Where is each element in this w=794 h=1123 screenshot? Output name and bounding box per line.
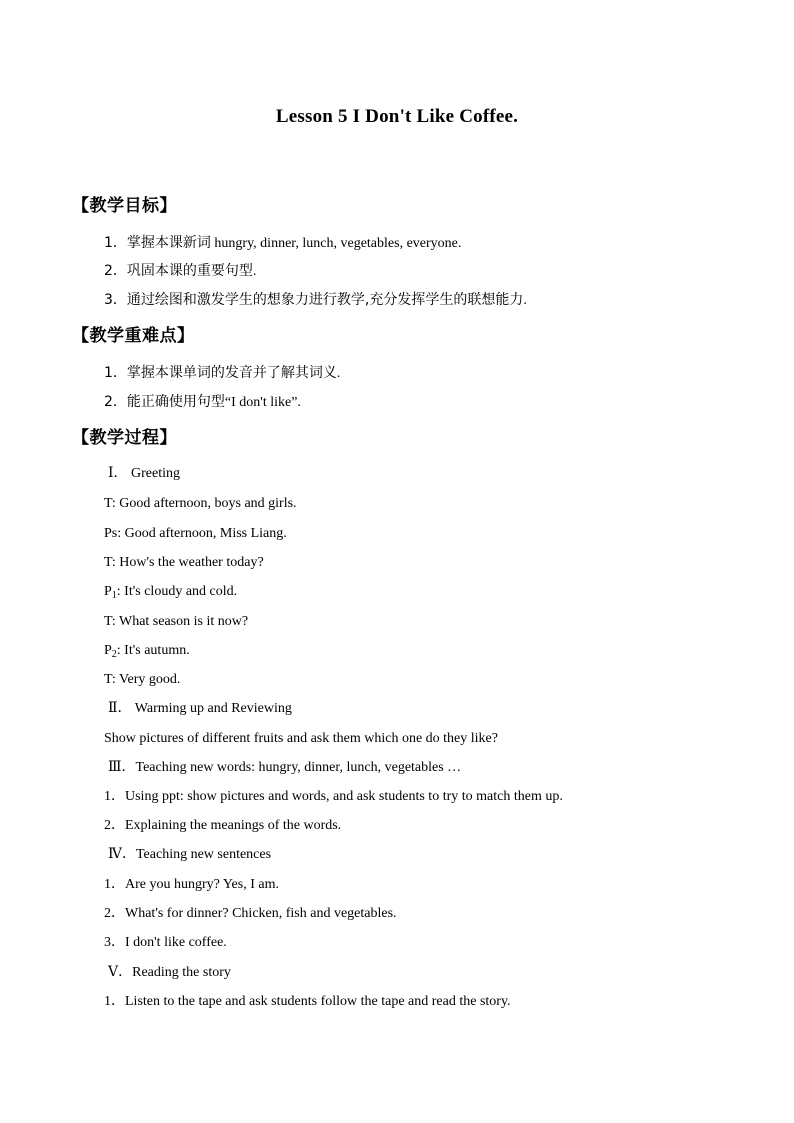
key-point-item-1: [104, 364, 340, 383]
item-text-cn: 巩固本课的重要句型: [126, 263, 253, 279]
process-line: 1．Listen to the tape and ask students follow the tape and read the story.: [104, 994, 511, 1009]
objective-item-1: [104, 234, 461, 253]
item-text-en: .: [252, 264, 257, 279]
item-number: 2．: [104, 263, 127, 279]
objective-item-3: [104, 291, 527, 310]
process-line-p1: [104, 583, 237, 601]
dialog-text: : It's autumn.: [116, 643, 190, 658]
speaker-label: P: [104, 584, 112, 599]
process-line-warming-up: Ⅱ． Warming up and Reviewing: [108, 701, 292, 716]
dialog-text: : It's cloudy and cold.: [116, 584, 238, 599]
process-line-greeting: Ⅰ． Greeting: [108, 466, 181, 481]
key-point-item-2: [104, 393, 301, 412]
process-line: T: What season is it now?: [104, 614, 249, 629]
item-number: 2．: [104, 394, 127, 410]
item-number: 1．: [104, 235, 127, 251]
process-line-teaching-words: Ⅲ．Teaching new words: hungry, dinner, lunch, vegetables …: [108, 760, 462, 775]
section-heading-process: 【教学过程】: [72, 428, 177, 448]
process-line: 2．What's for dinner? Chicken, fish and vegetables.: [104, 906, 397, 921]
item-number: 3．: [104, 292, 127, 308]
document-title: Lesson 5 I Don't Like Coffee.: [275, 106, 519, 127]
section-heading-objectives: 【教学目标】: [72, 196, 177, 216]
process-line: 1．Using ppt: show pictures and words, and ask students to try to match them up.: [104, 789, 563, 804]
objective-item-2: [104, 262, 256, 281]
item-text-en: .: [523, 293, 527, 308]
section-heading-key-points: 【教学重难点】: [72, 326, 195, 346]
process-line: 2．Explaining the meanings of the words.: [104, 818, 342, 833]
item-text-cn: 掌握本课新词: [126, 235, 211, 251]
item-text-cn: 通过绘图和激发学生的想象力进行教学,充分发挥学生的联想能力: [126, 292, 524, 308]
process-line: Show pictures of different fruits and ask them which one do they like?: [104, 731, 498, 746]
speaker-label: P: [104, 643, 112, 658]
item-text-cn: 能正确使用句型: [126, 394, 225, 410]
item-text-en: .: [336, 366, 341, 381]
process-line: T: Good afternoon, boys and girls.: [104, 496, 297, 511]
process-line: Ps: Good afternoon, Miss Liang.: [104, 526, 287, 541]
item-number: 1．: [104, 365, 127, 381]
process-line-reading-story: Ⅴ．Reading the story: [108, 965, 231, 980]
item-text-en: “I don't like”.: [224, 395, 301, 410]
item-text-cn: 掌握本课单词的发音并了解其词义: [126, 365, 337, 381]
process-line: 3．I don't like coffee.: [104, 935, 227, 950]
speaker-subscript: 2: [111, 649, 117, 660]
process-line-p2: [104, 642, 190, 660]
process-line: T: How's the weather today?: [104, 555, 264, 570]
item-text-en: hungry, dinner, lunch, vegetables, everyone.: [210, 236, 462, 251]
process-line: 1．Are you hungry? Yes, I am.: [104, 877, 279, 892]
process-line-teaching-sentences: Ⅳ．Teaching new sentences: [108, 847, 272, 862]
speaker-subscript: 1: [111, 590, 117, 601]
process-line: T: Very good.: [104, 672, 181, 687]
